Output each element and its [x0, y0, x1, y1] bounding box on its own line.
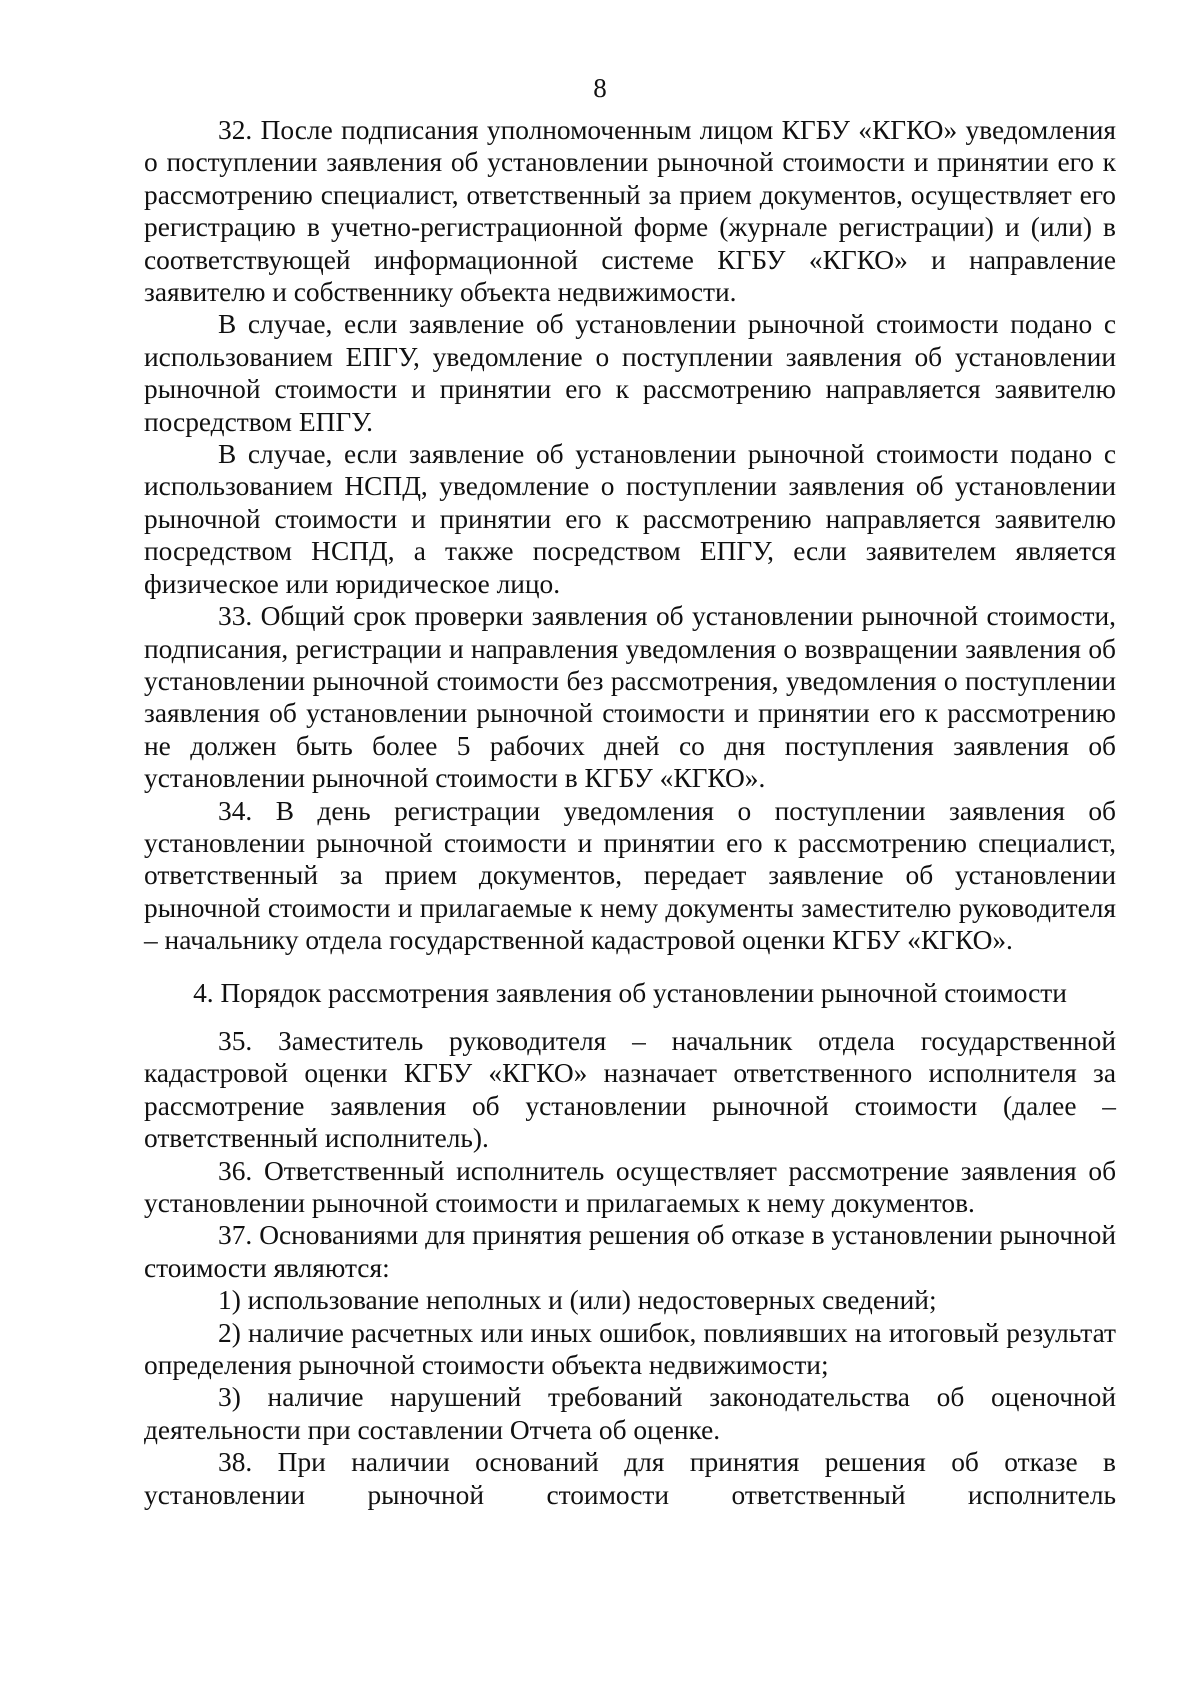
- paragraph-38: 38. При наличии оснований для принятия решения об отказе в установлении рыночной стоимости ответственный исполнитель: [144, 1447, 1116, 1510]
- paragraph-32-epgu: В случае, если заявление об установлении рыночной стоимости подано с использованием ЕПГУ, уведомление о поступлении заявления об установлении рыночной стоимости и принятии его к рассмотрению направляется заявителю посредством ЕПГУ.: [144, 309, 1116, 437]
- section-heading-text: 4. Порядок рассмотрения заявления об установлении рыночной стоимости: [193, 977, 1067, 1008]
- document-body: [144, 114, 1116, 1511]
- paragraph-32-nspd: В случае, если заявление об установлении рыночной стоимости подано с использованием НСПД, уведомление о поступлении заявления об установлении рыночной стоимости и принятии его к рассмотрению направляется заявителю посредством НСПД, а также посредством ЕПГУ, если заявителем является физическое или юридическое лицо.: [144, 439, 1116, 599]
- paragraph-37: 37. Основаниями для принятия решения об отказе в установлении рыночной стоимости являются:: [144, 1220, 1116, 1283]
- list-item-3: 3) наличие нарушений требований законодательства об оценочной деятельности при составлении Отчета об оценке.: [144, 1382, 1116, 1445]
- paragraph-34: 34. В день регистрации уведомления о поступлении заявления об установлении рыночной стоимости и принятии его к рассмотрению специалист, ответственный за прием документов, передает заявление об установлении рыночной стоимости и прилагаемые к нему документы заместителю руководителя – начальнику отдела государственной кадастровой оценки КГБУ «КГКО».: [144, 795, 1116, 956]
- paragraph-35: 35. Заместитель руководителя – начальник отдела государственной кадастровой оценки КГБУ «КГКО» назначает ответственного исполнителя за рассмотрение заявления об установлении рыночной стоимости (далее – ответственный исполнитель).: [144, 1025, 1116, 1154]
- list-item-1: 1) использование неполных и (или) недостоверных сведений;: [218, 1285, 937, 1316]
- section-heading: [144, 977, 1116, 1009]
- paragraph-33: 33. Общий срок проверки заявления об установлении рыночной стоимости, подписания, регистрации и направления уведомления о возвращении заявления об установлении рыночной стоимости без рассмотрения, уведомления о поступлении заявления об установлении рыночной стоимости и принятии его к рассмотрению не должен быть более 5 рабочих дней со дня поступления заявления об установлении рыночной стоимости в КГБУ «КГКО».: [144, 601, 1116, 794]
- page-number: 8: [593, 73, 607, 103]
- paragraph-32: 32. После подписания уполномоченным лицом КГБУ «КГКО» уведомления о поступлении заявления об установлении рыночной стоимости и принятии его к рассмотрению специалист, ответственный за прием документов, осуществляет его регистрацию в учетно-регистрационной форме (журнале регистрации) и (или) в соответствующей информационной системе КГБУ «КГКО» и направление заявителю и собственнику объекта недвижимости.: [144, 115, 1116, 308]
- list-item-2: 2) наличие расчетных или иных ошибок, повлиявших на итоговый результат определения рыночной стоимости объекта недвижимости;: [144, 1317, 1116, 1381]
- paragraph-36: 36. Ответственный исполнитель осуществляет рассмотрение заявления об установлении рыночной стоимости и прилагаемых к нему документов.: [144, 1155, 1116, 1218]
